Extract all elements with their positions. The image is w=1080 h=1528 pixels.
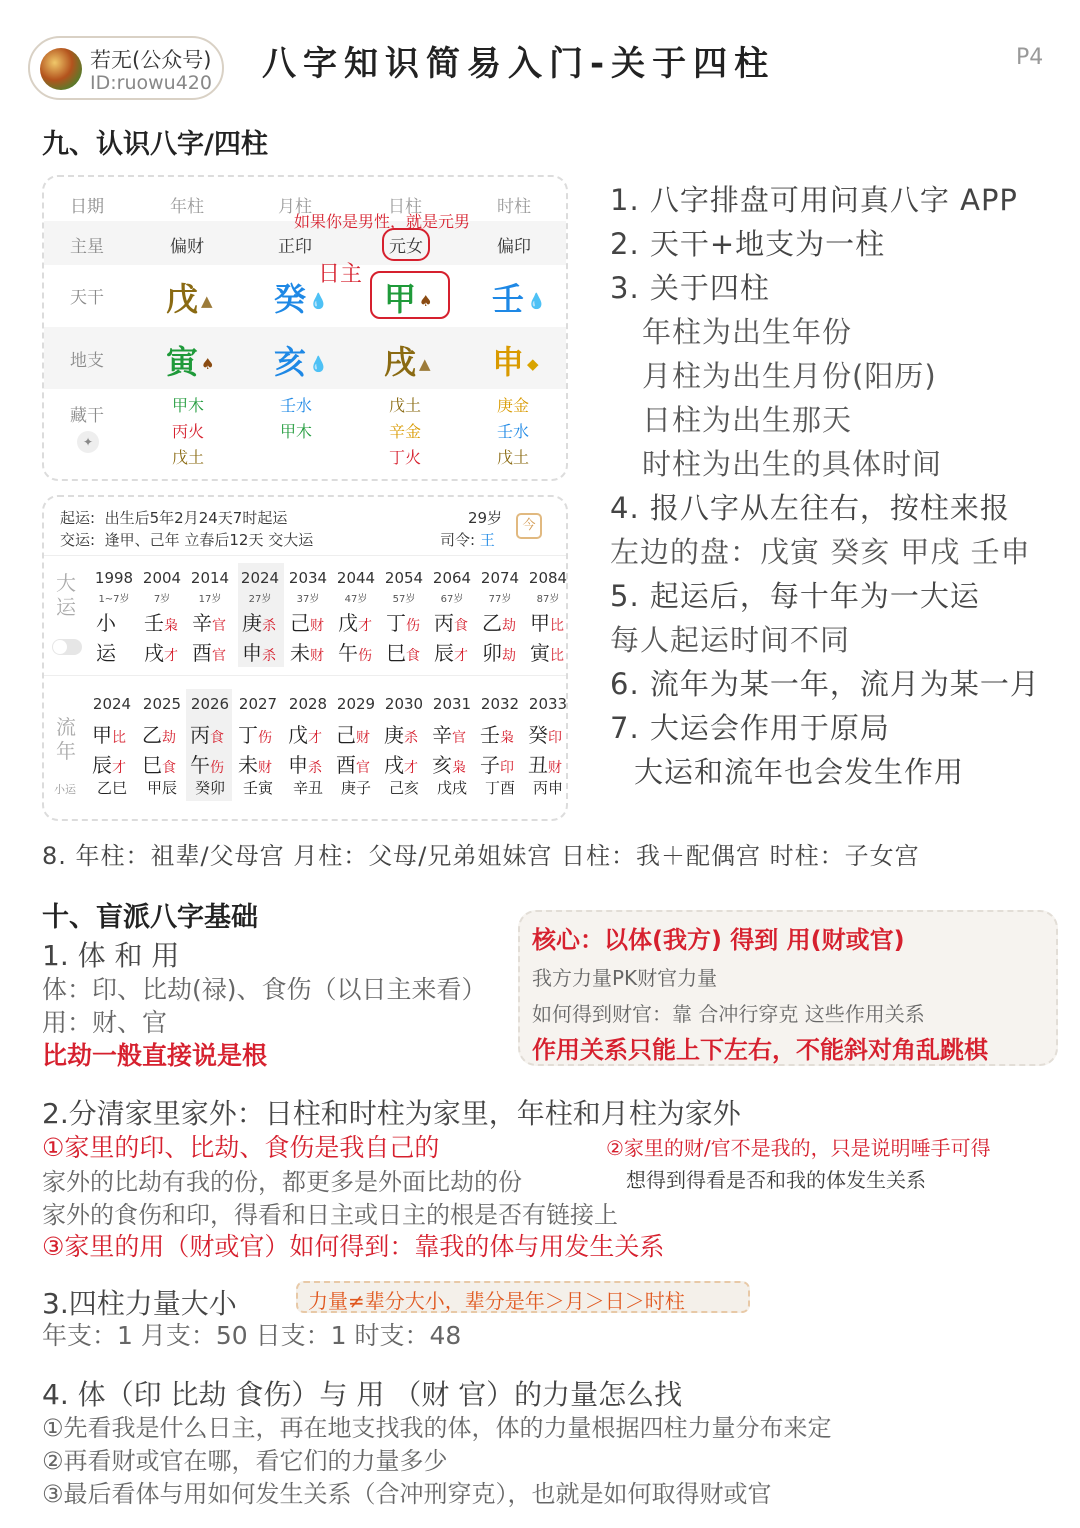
liunian-stem[interactable]: 辛官 [432,723,466,747]
page-title: 八字知识简易入门-关于四柱 [262,44,776,84]
dizhi-hour: 申 ◆ [492,343,539,381]
list-item: 左边的盘：戊寅 癸亥 甲戌 壬申 [610,535,1031,569]
dayun-branch[interactable]: 申杀 [242,641,276,665]
liunian-stem[interactable]: 己财 [336,723,370,747]
dayun-branch[interactable]: 运 [96,641,116,665]
main-star-year: 偏财 [170,237,204,257]
section9-heading: 九、认识八字/四柱 [42,129,268,160]
s2-line1: ①家里的印、比劫、食伤是我自己的 [42,1133,440,1162]
liunian-year: 2031 [432,695,472,713]
dayun-year: 2014 [190,569,230,587]
tiangan-day: 甲 ♠ [384,280,433,318]
liunian-year: 2026 [190,695,230,713]
dayun-age: 27岁 [248,594,272,605]
earth-icon: ▲ [419,355,431,373]
xiaoyun-cell: 癸卯 [194,779,225,797]
list-item: 大运和流年也会发生作用 [634,755,965,789]
s4-line2: ②再看财或官在哪，看它们的力量多少 [42,1447,448,1475]
author-avatar [40,48,82,90]
water-icon: 💧 [527,292,546,310]
canggan-hour: 庚金 壬水 戊土 [497,396,530,467]
water-icon: 💧 [309,355,328,373]
canggan-year: 甲木 丙火 戊土 [172,396,205,467]
main-star-day: 元女 [382,228,430,261]
dayun-year: 2034 [288,569,328,587]
dayun-stem[interactable]: 小 [96,611,116,635]
dayun-toggle[interactable] [52,639,82,655]
daymaster-annotation: 日主 [318,262,363,287]
core-line1: 我方力量PK财官力量 [532,966,718,990]
label-canggan: 藏干 [70,406,104,426]
dayun-age: 67岁 [440,594,464,605]
s4-line1: ①先看我是什么日主，再在地支找我的体，体的力量根据四柱力量分布来定 [42,1414,832,1442]
liunian-branch[interactable]: 未财 [238,753,272,777]
liunian-stem[interactable]: 庚杀 [384,723,418,747]
bazi-chart [42,175,568,481]
s2-line4: ③家里的用（财或官）如何得到：靠我的体与用发生关系 [42,1232,665,1261]
s2-line2-right: 想得到得看是否和我的体发生关系 [626,1168,926,1192]
divider [44,555,566,556]
core-line2: 如何得到财官：靠 合冲行穿克 这些作用关系 [532,1002,925,1026]
s1-line3: 比劫一般直接说是根 [42,1041,268,1070]
earth-icon: ▲ [201,292,213,310]
dayun-stem[interactable]: 丙食 [434,611,468,635]
dizhi-month: 亥 💧 [274,343,328,381]
xiaoyun-label: 小运 [54,783,76,796]
s2-line2: 家外的比劫有我的份，都更多是外面比劫的份 [42,1168,522,1196]
xiaoyun-cell: 己亥 [388,779,419,797]
water-icon: 💧 [309,292,328,310]
liunian-branch[interactable]: 辰才 [92,753,126,777]
qiyun-row: 起运: 出生后5年2月24天7时起运 [60,509,288,527]
liunian-branch[interactable]: 巳食 [142,753,176,777]
s1-line1: 体：印、比劫(禄)、食伤（以日主来看） [42,975,487,1004]
xiaoyun-cell: 戊戌 [436,779,467,797]
liunian-stem[interactable]: 壬枭 [480,723,514,747]
dayun-chart [42,495,568,821]
liunian-year: 2032 [480,695,520,713]
dayun-stem[interactable]: 戊才 [338,611,372,635]
xiaoyun-cell: 乙巳 [96,779,127,797]
wood-icon: ♠ [419,292,433,310]
liunian-year: 2030 [384,695,424,713]
liunian-stem[interactable]: 甲比 [92,723,126,747]
s2-line1-right: ②家里的财/官不是我的，只是说明唾手可得 [606,1136,991,1160]
metal-icon: ◆ [527,355,539,373]
today-icon[interactable]: 今 [516,513,542,539]
liunian-branch[interactable]: 丑财 [528,753,562,777]
dayun-age: 37岁 [296,594,320,605]
dayun-year: 2044 [336,569,376,587]
xiaoyun-cell: 壬寅 [242,779,273,797]
list-item: 每人起运时间不同 [610,623,851,657]
liunian-branch[interactable]: 子印 [480,753,514,777]
dayun-branch[interactable]: 酉官 [192,641,226,665]
list-item: 时柱为出生的具体时间 [642,447,943,481]
dayun-age: 77岁 [488,594,512,605]
divider [44,675,566,676]
liunian-label: 流年 [56,715,76,763]
dayun-stem[interactable]: 己财 [290,611,324,635]
dayun-branch[interactable]: 巳食 [386,641,420,665]
list-item: 年柱为出生年份 [642,315,853,349]
dayun-age: 87岁 [536,594,560,605]
s2-line3: 家外的食伤和印，得看和日主或日主的根是否有链接上 [42,1201,618,1229]
liunian-year: 2027 [238,695,278,713]
label-date: 日期 [70,197,104,217]
list-item: 7. 大运会作用于原局 [610,711,890,745]
dayun-year: 2004 [142,569,182,587]
liunian-year: 2028 [288,695,328,713]
dayun-stem[interactable]: 乙劫 [482,611,516,635]
liunian-year: 2025 [142,695,182,713]
wood-icon: ♠ [201,355,215,373]
xiaoyun-cell: 丙申 [532,779,563,797]
author-name: 若无(公众号) [90,48,212,72]
dayun-stem[interactable]: 庚杀 [242,611,276,635]
dayun-year: 2024 [240,569,280,587]
list-item: 1. 八字排盘可用问真八字 APP [610,183,1018,217]
dayun-branch[interactable]: 卯劫 [482,641,516,665]
core-line3: 作用关系只能上下左右，不能斜对角乱跳棋 [532,1036,988,1064]
liunian-stem[interactable]: 戊才 [288,723,322,747]
dayun-branch[interactable]: 戌才 [144,641,178,665]
dayun-year: 2084 [528,569,568,587]
dayun-age: 17岁 [198,594,222,605]
s3-note: 力量≠辈分大小，辈分是年＞月＞日＞时柱 [308,1289,685,1313]
s4-line3: ③最后看体与用如何发生关系（合冲刑穿克），也就是如何取得财或官 [42,1480,772,1508]
s3-note-pill [296,1281,750,1313]
canggan-month: 壬水 甲木 [280,396,313,441]
tiangan-month: 癸 💧 [274,280,328,318]
liunian-branch[interactable]: 戌才 [384,753,418,777]
dayun-year: 1998 [94,569,134,587]
liunian-year: 2024 [92,695,132,713]
label-main-star: 主星 [70,237,104,257]
liunian-stem[interactable]: 丙食 [190,723,224,747]
dayun-stem[interactable]: 甲比 [530,611,564,635]
dizhi-year: 寅 ♠ [166,343,215,381]
dayun-age: 7岁 [153,594,171,605]
xiaoyun-cell: 辛丑 [292,779,323,797]
dayun-branch[interactable]: 辰才 [434,641,468,665]
siling-row: 司令: 王 [440,531,495,549]
gender-annotation: 如果你是男性，就是元男 [294,212,471,231]
author-badge [28,36,224,100]
list-item: 日柱为出生那天 [642,403,853,437]
dayun-stem[interactable]: 丁伤 [386,611,420,635]
page-number: P4 [1016,45,1044,70]
xiaoyun-cell: 甲辰 [146,779,177,797]
dizhi-day: 戌 ▲ [384,343,431,381]
s4-title: 4. 体（印 比劫 食伤）与 用 （财 官）的力量怎么找 [42,1378,683,1411]
core-title: 核心：以体(我方) 得到 用(财或官) [532,926,905,954]
liunian-stem[interactable]: 癸印 [528,723,562,747]
dayun-label: 大运 [56,571,76,619]
list-item: 4. 报八字从左往右，按柱来报 [610,491,1010,525]
dayun-branch[interactable]: 未财 [290,641,324,665]
s1-title: 1. 体 和 用 [42,939,180,972]
author-id: ID:ruowu420 [90,72,212,94]
dayun-age: 47岁 [344,594,368,605]
list-item: 6. 流年为某一年，流月为某一月 [610,667,1040,701]
dayun-age: 57岁 [392,594,416,605]
liunian-branch[interactable]: 酉官 [336,753,370,777]
canggan-day: 戊土 辛金 丁火 [389,396,422,467]
s3-values: 年支：1 月支：50 日支：1 时支：48 [42,1321,462,1350]
liunian-year: 2029 [336,695,376,713]
section10-heading: 十、盲派八字基础 [42,902,258,933]
dayun-year: 2074 [480,569,520,587]
dayun-age: 1~7岁 [98,594,130,605]
tiangan-hour: 壬 💧 [492,280,546,318]
liunian-stem[interactable]: 乙劫 [142,723,176,747]
dayun-branch[interactable]: 午伤 [338,641,372,665]
current-age: 29岁 [468,509,503,527]
list-item: 5. 起运后，每十年为一大运 [610,579,980,613]
dayun-stem[interactable]: 辛官 [192,611,226,635]
s2-title: 2.分清家里家外：日柱和时柱为家里，年柱和月柱为家外 [42,1097,741,1130]
col-hour: 时柱 [497,197,531,217]
dayun-stem[interactable]: 壬枭 [144,611,178,635]
label-dizhi: 地支 [70,351,104,371]
dayun-year: 2064 [432,569,472,587]
col-day: 日柱 [388,197,422,217]
jiaoyun-row: 交运: 逢甲、己年 立春后12天 交大运 [60,531,314,549]
col-year: 年柱 [170,197,204,217]
dayun-branch[interactable]: 寅比 [530,641,564,665]
s3-title: 3.四柱力量大小 [42,1287,237,1320]
main-star-hour: 偏印 [497,237,531,257]
label-tiangan: 天干 [70,288,104,308]
list-item: 3. 关于四柱 [610,271,770,305]
dayun-year: 2054 [384,569,424,587]
liunian-branch[interactable]: 亥枭 [432,753,466,777]
liunian-branch[interactable]: 午伤 [190,753,224,777]
item8: 8. 年柱：祖辈/父母宫 月柱：父母/兄弟姐妹宫 日柱：我＋配偶宫 时柱：子女宫 [42,842,920,870]
tiangan-year: 戊 ▲ [166,280,213,318]
liunian-branch[interactable]: 申杀 [288,753,322,777]
core-box [518,910,1058,1066]
list-item: 2. 天干+地支为一柱 [610,227,886,261]
pin-icon[interactable]: ✦ [77,431,99,453]
xiaoyun-cell: 丁酉 [484,779,515,797]
xiaoyun-cell: 庚子 [340,779,371,797]
col-month: 月柱 [278,197,312,217]
s1-line2: 用：财、官 [42,1008,168,1037]
liunian-stem[interactable]: 丁伤 [238,723,272,747]
list-item: 月柱为出生月份(阳历) [642,359,937,393]
liunian-year: 2033 [528,695,568,713]
main-star-month: 正印 [278,237,312,257]
